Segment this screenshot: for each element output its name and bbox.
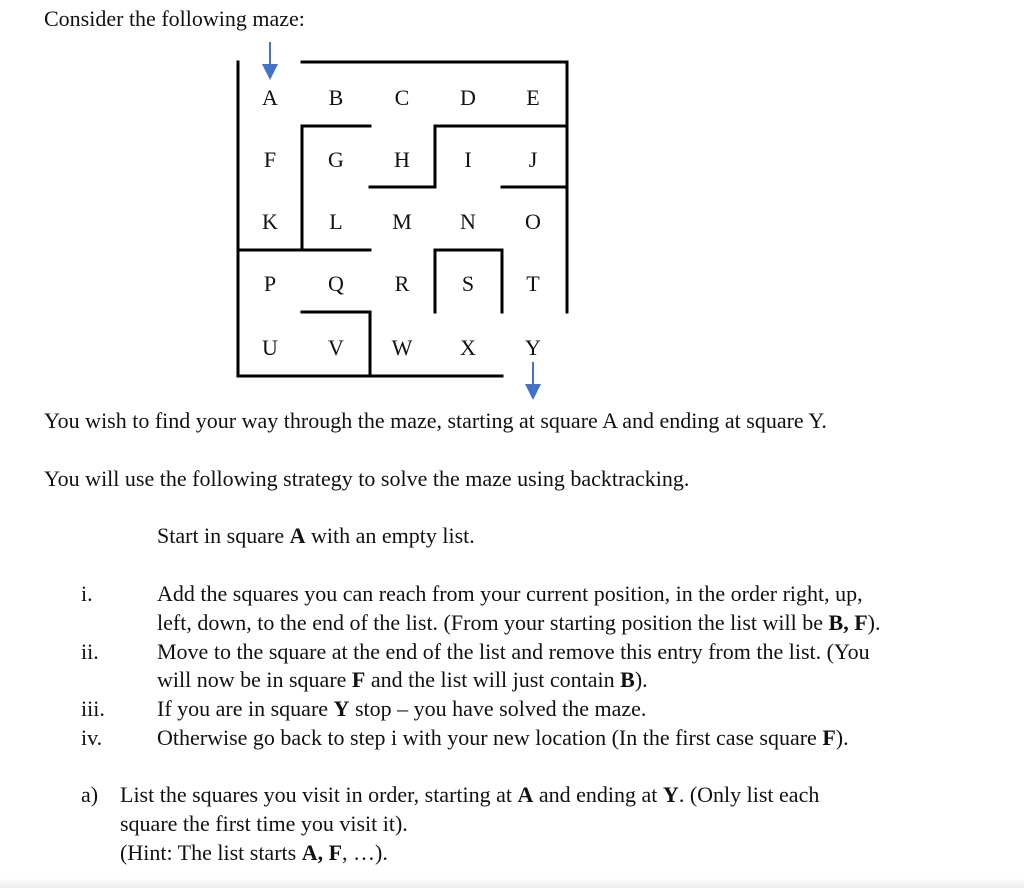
maze-cell-m: M — [392, 209, 412, 234]
start-instruction — [157, 524, 475, 548]
question-bold: Y — [662, 782, 679, 807]
maze-cell-k: K — [262, 209, 278, 234]
maze-cell-c: C — [394, 85, 410, 110]
maze-cell-r: R — [394, 271, 410, 296]
step-ii-line1: Move to the square at the end of the list and remove this entry from the list. (You — [157, 639, 870, 664]
question-line2: square the first time you visit it). — [120, 811, 408, 836]
maze-cell-o: O — [525, 209, 541, 234]
hint-text: (Hint: The list starts — [120, 840, 302, 865]
step-number: iv. — [81, 725, 103, 750]
question-label: a) — [81, 782, 99, 807]
step-i-line2 — [157, 611, 881, 635]
question-text: List the squares you visit in order, starting at — [120, 782, 518, 807]
maze-cell-x: X — [460, 335, 476, 360]
question-text: . (Only list each — [678, 782, 820, 807]
step-ii-text: and the list will just contain — [365, 667, 621, 692]
maze-cell-w: W — [391, 335, 413, 360]
maze-cell-q: Q — [328, 271, 344, 296]
step-iii-bold: Y — [333, 696, 350, 721]
maze-cell-n: N — [460, 209, 476, 234]
maze-cell-y: Y — [525, 335, 541, 360]
maze-cell-p: P — [263, 271, 277, 296]
maze-cell-b: B — [328, 85, 344, 110]
maze-cell-i: I — [464, 147, 472, 172]
question-hint — [120, 841, 388, 865]
step-iii-pre: If you are in square — [157, 696, 334, 721]
question-text: and ending at — [533, 782, 663, 807]
question-bold: A — [517, 782, 534, 807]
maze-cell-t: T — [526, 271, 540, 296]
maze-cell-a: A — [262, 85, 278, 110]
step-i-line1: Add the squares you can reach from your current position, in the order right, up, — [157, 581, 863, 606]
question-line1 — [120, 783, 819, 807]
goal-paragraph: You wish to find your way through the maze, starting at square A and ending at square Y. — [44, 408, 827, 433]
intro-text: Consider the following maze: — [44, 6, 305, 31]
start-square: A — [289, 523, 306, 548]
step-iv-bold: F — [822, 725, 836, 750]
maze-cell-f: F — [263, 147, 277, 172]
maze-diagram — [0, 0, 1024, 410]
step-number: iii. — [81, 696, 105, 721]
step-iv-pre: Otherwise go back to step i with your new location (In the first case square — [157, 725, 823, 750]
maze-cell-e: E — [526, 85, 540, 110]
maze-cell-h: H — [394, 147, 410, 172]
start-post: with an empty list. — [305, 523, 475, 548]
step-i-line2-text: left, down, to the end of the list. (From your starting position the list will be — [157, 610, 829, 635]
maze-cell-u: U — [262, 335, 278, 360]
step-number: i. — [81, 581, 93, 606]
bottom-edge — [0, 878, 1024, 888]
step-ii-text: ). — [634, 667, 648, 692]
step-iv-post: ). — [835, 725, 849, 750]
step-ii-bold: F — [351, 667, 366, 692]
step-ii-bold: B — [620, 667, 635, 692]
maze-cell-d: D — [460, 85, 476, 110]
step-iv-text — [157, 726, 849, 750]
hint-text: , …). — [342, 840, 388, 865]
maze-cell-j: J — [528, 147, 538, 172]
strategy-paragraph: You will use the following strategy to solve the maze using backtracking. — [44, 466, 690, 491]
maze-cell-g: G — [328, 147, 344, 172]
step-ii-text: will now be in square — [157, 667, 352, 692]
maze-cell-v: V — [328, 335, 344, 360]
start-pre: Start in square — [157, 523, 290, 548]
step-number: ii. — [81, 639, 99, 664]
maze-cell-l: L — [329, 209, 343, 234]
step-iii-text — [157, 697, 646, 721]
hint-bold: A, F — [301, 840, 343, 865]
maze-cell-s: S — [461, 271, 475, 296]
step-i-bold: B, F — [828, 610, 868, 635]
step-i-line2-end: ). — [867, 610, 881, 635]
step-ii-line2 — [157, 668, 648, 692]
step-iii-post: stop – you have solved the maze. — [349, 696, 647, 721]
